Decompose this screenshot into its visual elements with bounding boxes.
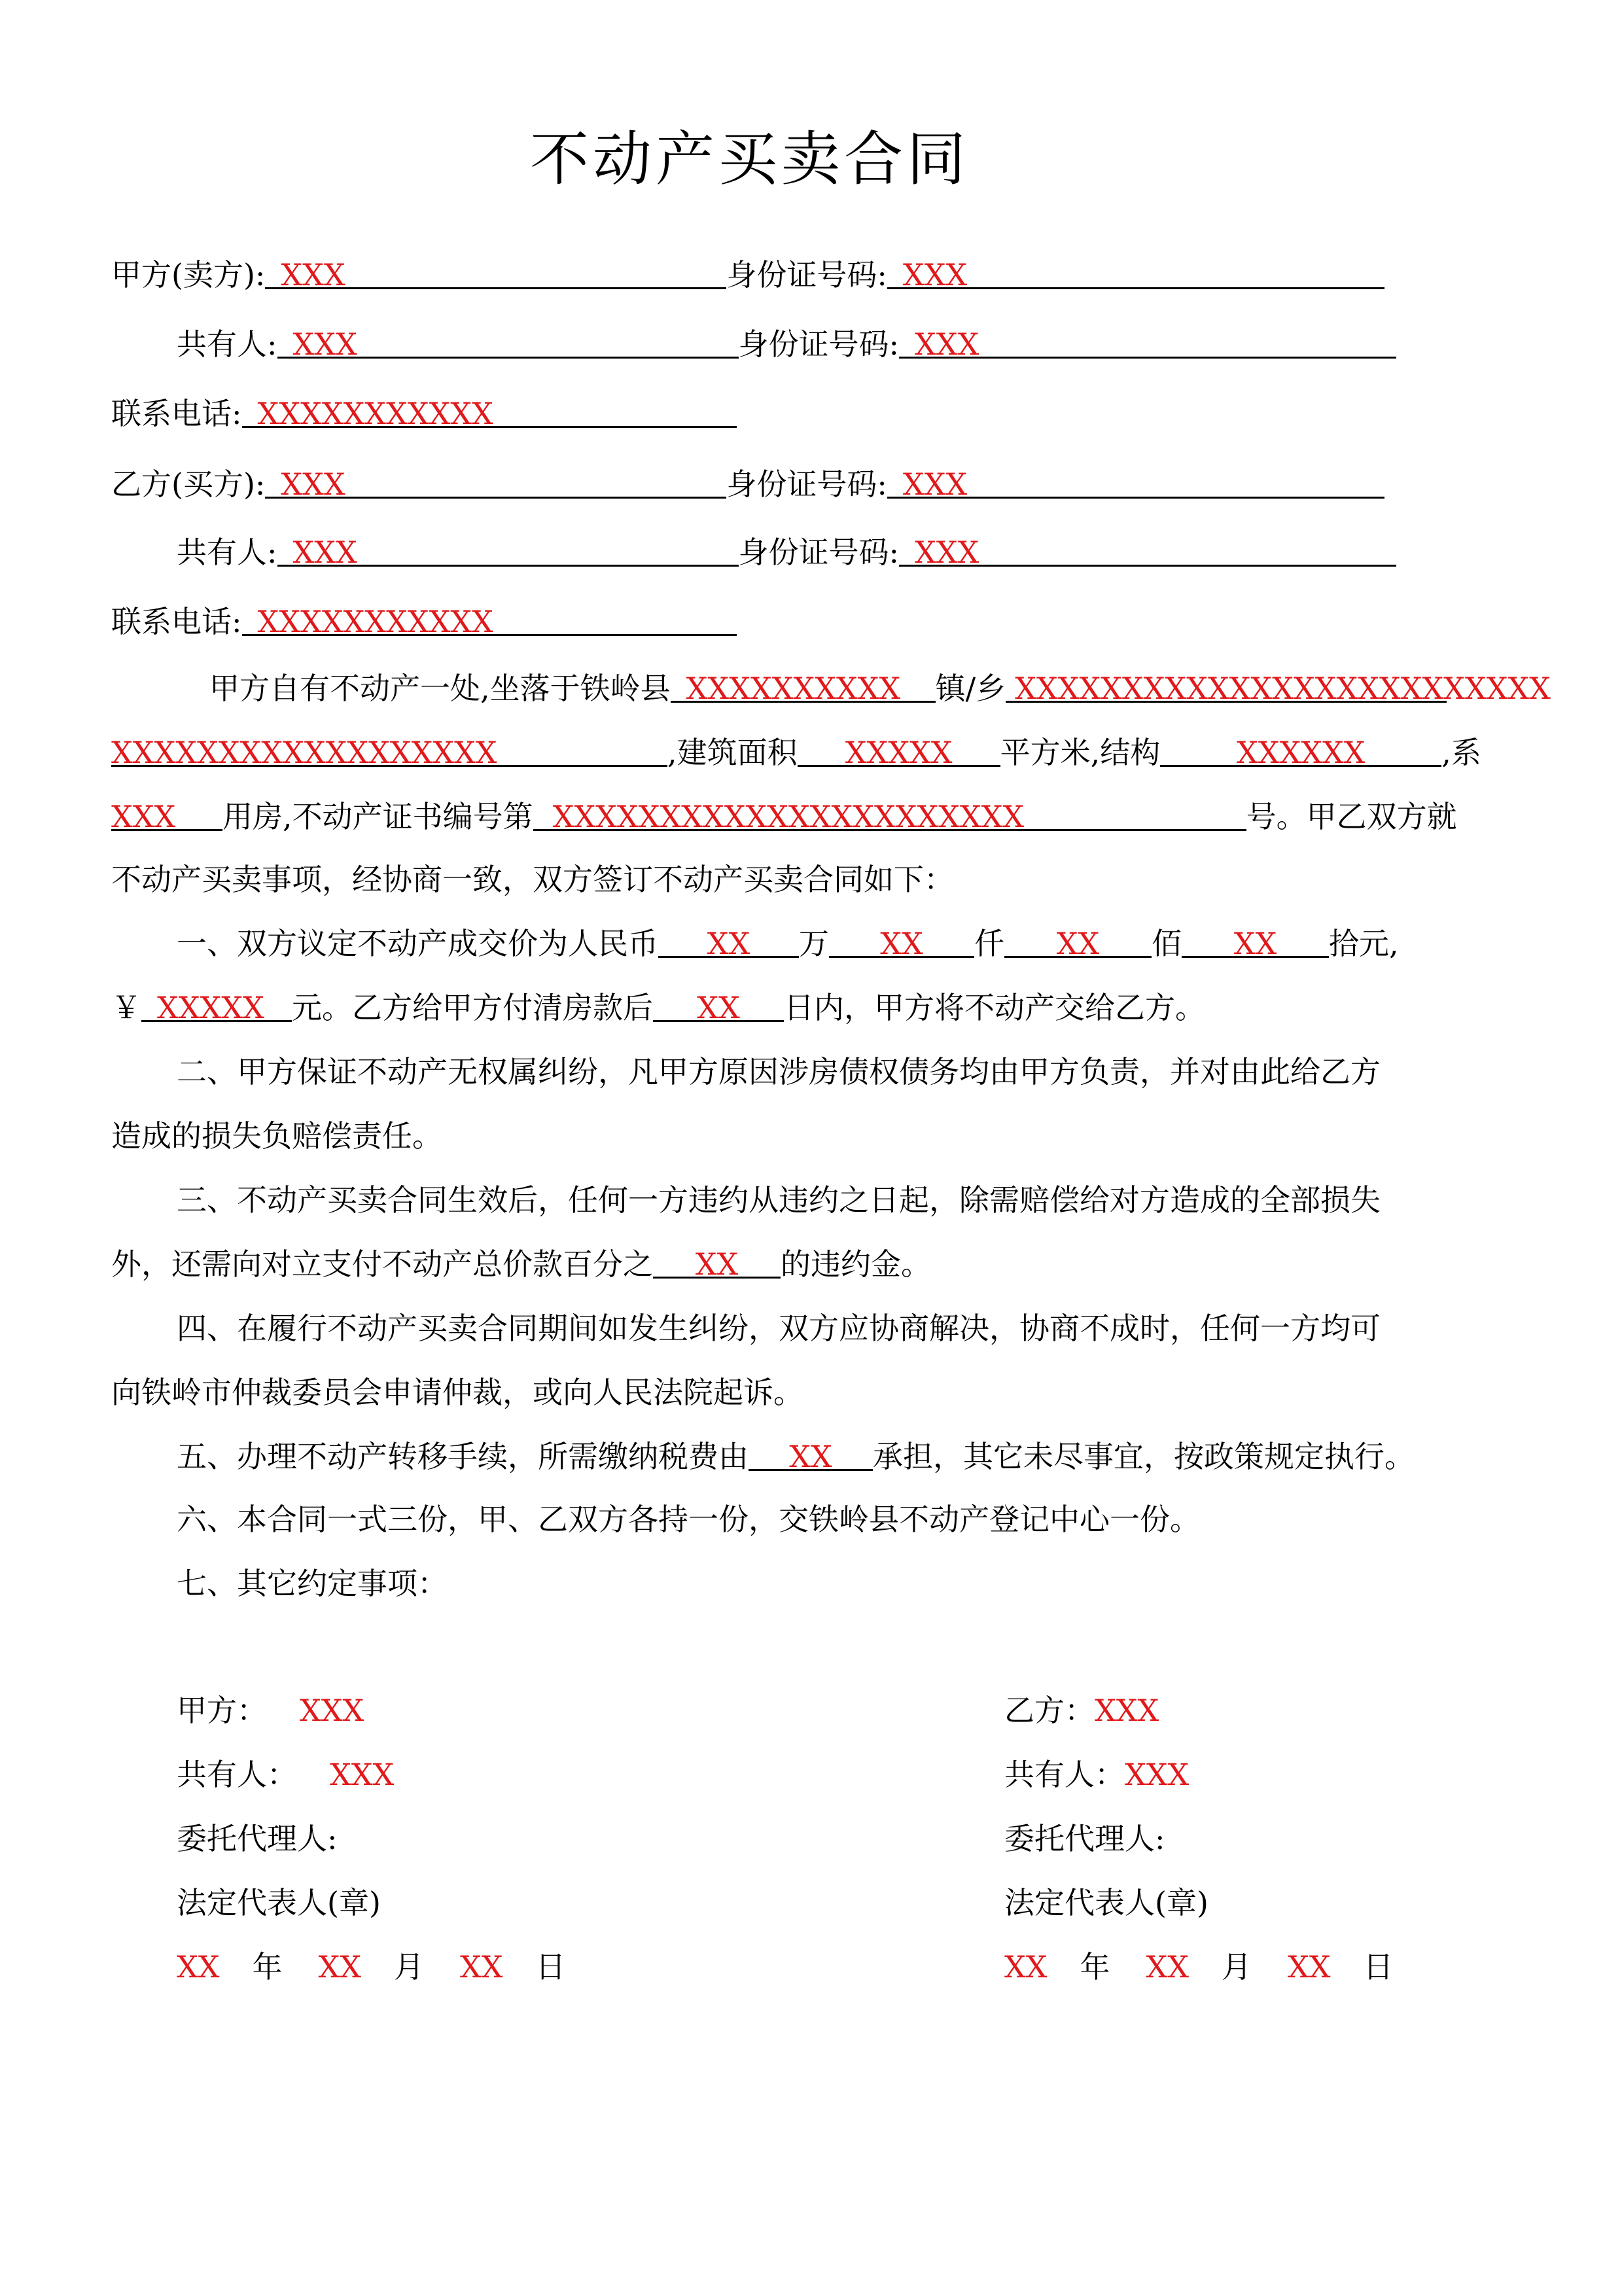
- sign-right-agent-label: 委托代理人:: [1004, 1821, 1165, 1856]
- price-qian-field[interactable]: XX: [829, 923, 974, 958]
- area-field[interactable]: XXXXX: [798, 732, 1000, 767]
- sign-right-rep-label: 法定代表人(章): [1004, 1885, 1208, 1920]
- clause-5-line: [177, 1436, 1415, 1477]
- seller-coowner-id-label: 身份证号码:: [738, 327, 899, 362]
- clause-1-line-2: [111, 987, 1205, 1029]
- sign-left-coowner-row: [177, 1754, 394, 1795]
- town-field[interactable]: XXXXXXXXXXXXXXXXXXXXXXXXX: [1006, 667, 1447, 703]
- buyer-label: 乙方(买方):: [111, 467, 266, 502]
- clause-6-line: 六、本合同一式三份，甲、乙双方各持一份，交铁岭县不动产登记中心一份。: [177, 1502, 1200, 1537]
- cert-number-field[interactable]: XXXXXXXXXXXXXXXXXXXXXX: [533, 796, 1246, 831]
- clause-5-text: 五、办理不动产转移手续，所需缴纳税费由: [177, 1439, 749, 1474]
- sign-left-month[interactable]: XX: [318, 1949, 361, 1985]
- buyer-coowner-field[interactable]: XXX: [277, 531, 739, 567]
- shi-label: 拾元,: [1329, 926, 1399, 961]
- clause-4-line-1: 四、在履行不动产买卖合同期间如发生纠纷，双方应协商解决，协商不成时，任何一方均可: [177, 1311, 1381, 1346]
- seller-phone-field[interactable]: XXXXXXXXXXX: [242, 393, 737, 428]
- usage-field[interactable]: XXX: [111, 796, 222, 831]
- document-title: 不动产买卖合同: [530, 125, 970, 194]
- wan-label: 万: [799, 926, 829, 961]
- clause-5-suffix: 承担，其它未尽事宜，按政策规定执行。: [873, 1439, 1415, 1474]
- sign-right-party-value[interactable]: XXX: [1095, 1693, 1159, 1728]
- clause-4-line-2: 向铁岭市仲裁委员会申请仲裁，或向人民法院起诉。: [111, 1375, 803, 1410]
- seller-coowner-label: 共有人:: [177, 327, 277, 362]
- sign-left-month-label: 月: [394, 1949, 424, 1985]
- total-price-field[interactable]: XXXXX: [141, 987, 292, 1022]
- buyer-phone-field[interactable]: XXXXXXXXXXX: [242, 601, 737, 636]
- clause-1-payment-text: 元。乙方给甲方付清房款后: [292, 990, 653, 1025]
- buyer-id-field[interactable]: XXX: [887, 463, 1384, 499]
- clause-3-line-2: [111, 1243, 931, 1285]
- clause-3-line-1: 三、不动产买卖合同生效后，任何一方违约从违约之日起，除需赔偿给对方造成的全部损失: [177, 1182, 1381, 1218]
- tax-payer-field[interactable]: XX: [749, 1436, 873, 1471]
- seller-phone-label: 联系电话:: [111, 396, 242, 431]
- buyer-row: [111, 463, 1384, 505]
- sign-right-coowner-value[interactable]: XXX: [1125, 1757, 1190, 1792]
- address-continuation-field[interactable]: XXXXXXXXXXXXXXXXXX: [111, 732, 667, 767]
- structure-field[interactable]: XXXXXX: [1160, 732, 1441, 767]
- clause-1-handover-text: 日内，甲方将不动产交给乙方。: [784, 990, 1205, 1025]
- sign-left-party-value[interactable]: XXX: [300, 1693, 364, 1728]
- sign-right-date-row: [1004, 1946, 1394, 1988]
- seller-coowner-row: [177, 323, 1396, 365]
- sign-left-day-label: 日: [535, 1949, 566, 1985]
- seller-phone-row: [111, 393, 737, 434]
- property-line-2: [111, 732, 1481, 773]
- sign-left-party-label: 甲方：: [177, 1693, 267, 1728]
- usage-prefix-label: ,系: [1441, 735, 1481, 770]
- sign-left-date-row: [177, 1946, 566, 1988]
- sign-left-rep-label: 法定代表人(章): [177, 1885, 381, 1920]
- sign-right-party-row: [1004, 1689, 1159, 1731]
- area-label: ,建筑面积: [667, 735, 798, 770]
- property-line-1: [209, 667, 1551, 709]
- qian-label: 仟: [974, 926, 1004, 961]
- sign-left-year[interactable]: XX: [177, 1949, 220, 1985]
- price-wan-field[interactable]: XX: [658, 923, 799, 958]
- clause-2-line-2: 造成的损失负赔偿责任。: [111, 1118, 442, 1154]
- property-intro-text: 甲方自有不动产一处,坐落于铁岭县: [209, 671, 671, 706]
- seller-coowner-id-field[interactable]: XXX: [899, 323, 1396, 359]
- structure-label: 平方米,结构: [1000, 735, 1161, 770]
- clause-3-text: 外，还需向对立支付不动产总价款百分之: [111, 1246, 653, 1282]
- sign-left-agent-label: 委托代理人:: [177, 1821, 338, 1856]
- property-line-3: [111, 796, 1457, 838]
- sign-left-year-label: 年: [252, 1949, 283, 1985]
- sign-left-day[interactable]: XX: [460, 1949, 503, 1985]
- yen-sign: ￥: [111, 990, 141, 1025]
- sign-left-party-row: [177, 1689, 364, 1731]
- buyer-coowner-id-field[interactable]: XXX: [899, 531, 1396, 567]
- seller-id-field[interactable]: XXX: [887, 254, 1384, 289]
- buyer-id-label: 身份证号码:: [726, 467, 887, 502]
- clause-2-line-1: 二、甲方保证不动产无权属纠纷，凡甲方原因涉房债权债务均由甲方负责，并对由此给乙方: [177, 1054, 1381, 1089]
- sign-right-coowner-row: [1004, 1754, 1189, 1795]
- seller-label: 甲方(卖方):: [111, 257, 266, 292]
- sign-right-party-label: 乙方：: [1004, 1693, 1095, 1728]
- sign-right-day-label: 日: [1363, 1949, 1394, 1985]
- cert-label: 用房,不动产证书编号第: [222, 799, 533, 834]
- sign-right-year-label: 年: [1080, 1949, 1110, 1985]
- buyer-phone-row: [111, 601, 737, 643]
- town-label: 镇/乡: [935, 671, 1006, 706]
- sign-right-month-label: 月: [1222, 1949, 1252, 1985]
- seller-id-label: 身份证号码:: [726, 257, 887, 292]
- handover-days-field[interactable]: XX: [653, 987, 784, 1022]
- price-shi-field[interactable]: XX: [1182, 923, 1329, 958]
- sign-left-coowner-value[interactable]: XXX: [330, 1757, 395, 1792]
- seller-coowner-field[interactable]: XXX: [277, 323, 739, 359]
- sign-right-day[interactable]: XX: [1288, 1949, 1331, 1985]
- sign-right-year[interactable]: XX: [1004, 1949, 1048, 1985]
- buyer-coowner-row: [177, 531, 1396, 573]
- cert-suffix-text: 号。甲乙双方就: [1246, 799, 1457, 834]
- clause-1-line-1: [177, 923, 1399, 964]
- clause-1-text: 一、双方议定不动产成交价为人民币: [177, 926, 658, 961]
- buyer-phone-label: 联系电话:: [111, 604, 242, 639]
- sign-right-month[interactable]: XX: [1146, 1949, 1189, 1985]
- buyer-coowner-label: 共有人:: [177, 535, 277, 570]
- sign-left-coowner-label: 共有人：: [177, 1757, 297, 1792]
- price-bai-field[interactable]: XX: [1004, 923, 1152, 958]
- clause-7-line: 七、其它约定事项：: [177, 1566, 448, 1601]
- seller-name-field[interactable]: XXX: [265, 254, 726, 289]
- buyer-name-field[interactable]: XXX: [265, 463, 726, 499]
- sign-right-coowner-label: 共有人：: [1004, 1757, 1125, 1792]
- penalty-percent-field[interactable]: XX: [653, 1243, 781, 1279]
- clause-3-suffix: 的违约金。: [781, 1246, 931, 1282]
- property-line-4: 不动产买卖事项，经协商一致，双方签订不动产买卖合同如下：: [111, 862, 954, 897]
- buyer-coowner-id-label: 身份证号码:: [738, 535, 899, 570]
- seller-row: [111, 254, 1384, 296]
- bai-label: 佰: [1152, 926, 1182, 961]
- county-field[interactable]: XXXXXXXXXX: [671, 667, 936, 703]
